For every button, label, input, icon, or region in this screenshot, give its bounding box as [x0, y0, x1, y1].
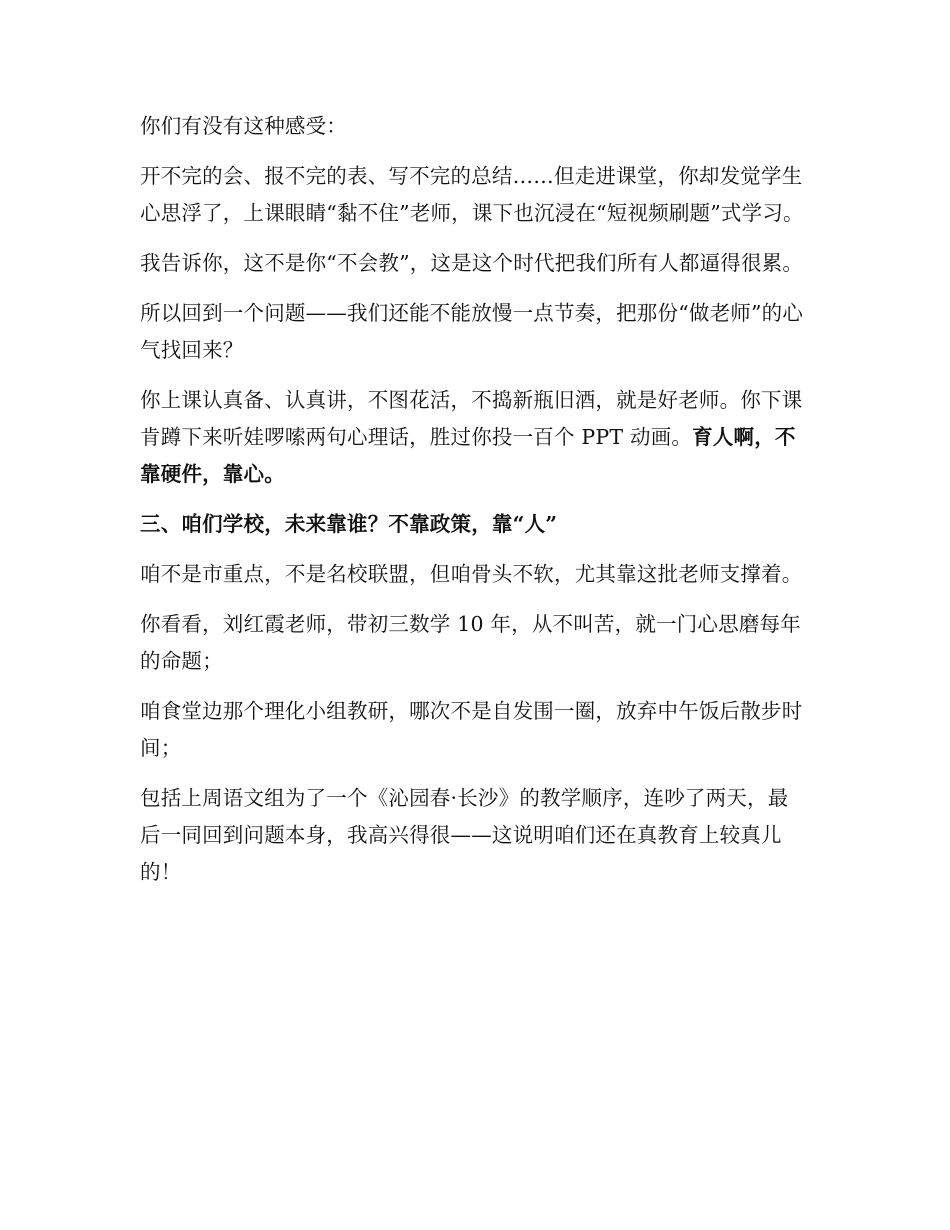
document-body — [140, 108, 805, 904]
section-heading: 三、咱们学校，未来靠谁？不靠政策，靠“人” — [140, 512, 558, 536]
paragraph-math-teacher: 你看看，刘红霞老师，带初三数学 10 年，从不叫苦，就一门心思磨每年的命题； — [140, 612, 801, 673]
paragraph-good-teacher-text: 你上课认真备、认真讲，不图花活，不捣新瓶旧酒，就是好老师。你下课肯蹲下来听娃啰嗦两句心理话，胜过你投一百个 PPT 动画。 — [140, 388, 803, 449]
paragraph-good-teacher-emphasis: 育人啊，不靠硬件，靠心。 — [140, 425, 796, 486]
paragraph-slow-down: 所以回到一个问题——我们还能不能放慢一点节奏，把那份“做老师”的心气找回来？ — [140, 301, 804, 362]
paragraph-good-teacher — [140, 382, 805, 493]
paragraph-classroom-situation: 开不完的会、报不完的表、写不完的总结……但走进课堂，你却发觉学生心思浮了，上课眼睛“黏不住”老师，课下也沉浸在“短视频刷题”式学习。 — [140, 164, 804, 225]
paragraph-not-your-fault: 我告诉你，这不是你“不会教”，这是这个时代把我们所有人都逼得很累。 — [140, 251, 804, 275]
paragraph-chinese-group: 包括上周语文组为了一个《沁园春·长沙》的教学顺序，连吵了两天，最后一同回到问题本身，我高兴得很——这说明咱们还在真教育上较真儿的！ — [140, 786, 789, 884]
paragraph-school-backbone: 咱不是市重点，不是名校联盟，但咱骨头不软，尤其靠这批老师支撑着。 — [140, 562, 803, 586]
paragraph-intro-question: 你们有没有这种感受： — [140, 114, 347, 138]
paragraph-science-group: 咱食堂边那个理化小组教研，哪次不是自发围一圈，放弃中午饭后散步时间； — [140, 699, 803, 760]
